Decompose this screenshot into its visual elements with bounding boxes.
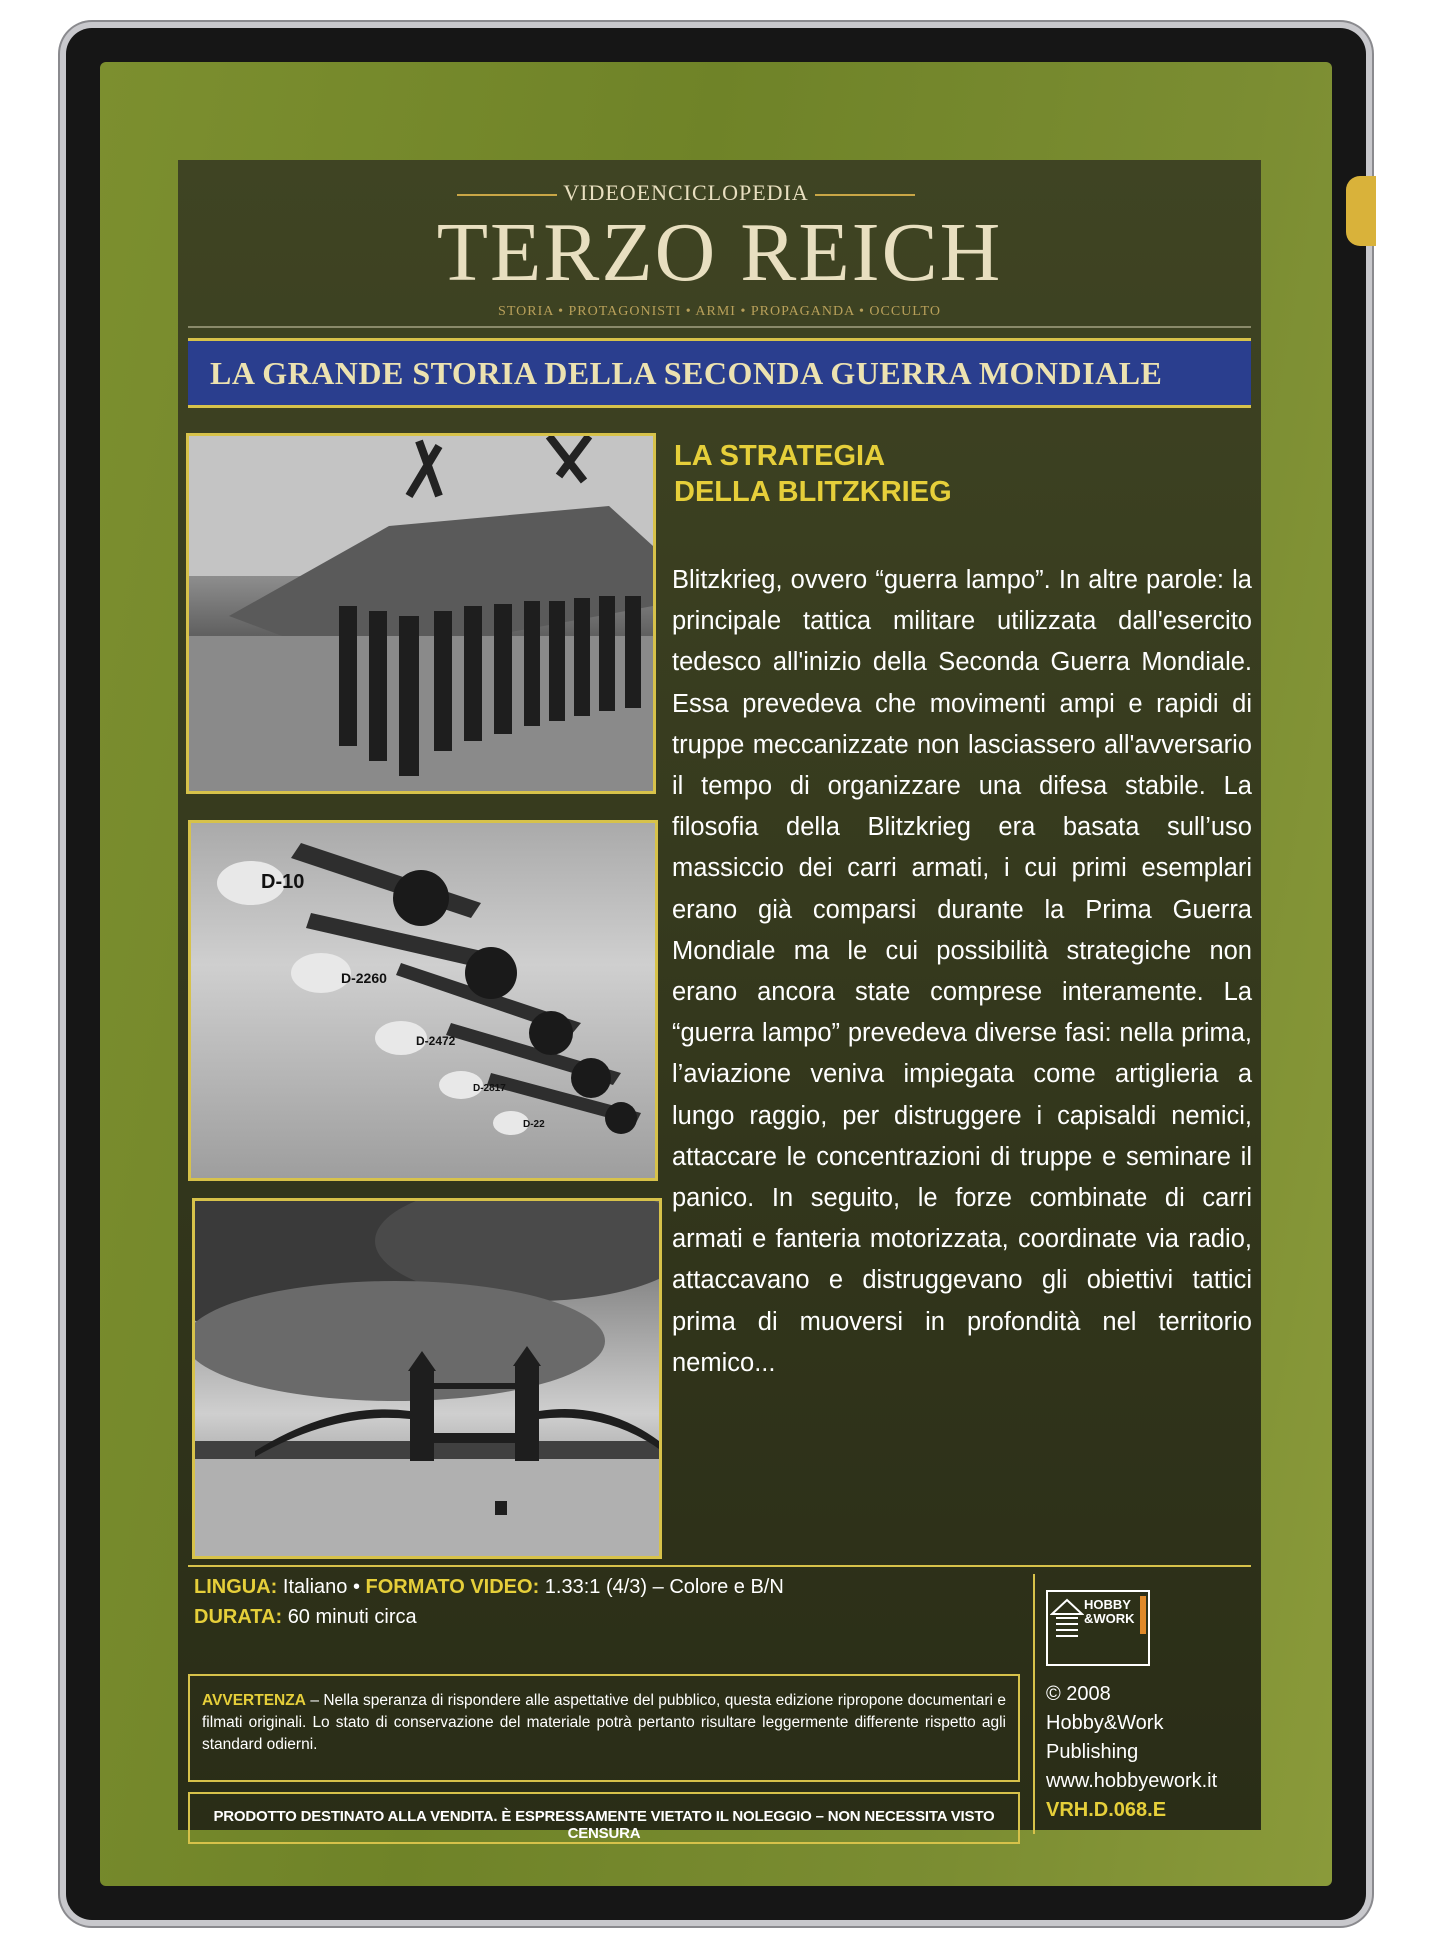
copyright: © 2008 xyxy=(1046,1683,1111,1705)
series-title: TERZO REICH xyxy=(436,206,1003,299)
series-logo xyxy=(178,168,1261,328)
lingua-value: Italiano xyxy=(282,1576,348,1598)
lingua-label: LINGUA: xyxy=(194,1576,278,1598)
language-format-row xyxy=(194,1572,784,1602)
publisher-url: www.hobbyework.it xyxy=(1046,1770,1218,1792)
warning-text xyxy=(202,1690,1006,1756)
house-icon xyxy=(1050,1598,1084,1638)
product-code: VRH.D.068.E xyxy=(1046,1799,1167,1821)
logo-text-2: &WORK xyxy=(1084,1611,1135,1626)
publisher-name-2: Publishing xyxy=(1046,1741,1139,1763)
collection-banner xyxy=(188,338,1251,408)
troops-aircraft-image xyxy=(189,436,653,791)
info-divider xyxy=(188,1565,1251,1567)
aircraft-code-4: D-2817 xyxy=(473,1083,506,1094)
formato-label: FORMATO VIDEO: xyxy=(365,1576,540,1598)
series-name: VIDEOENCICLOPEDIA xyxy=(563,180,809,205)
publisher-info xyxy=(1046,1680,1217,1825)
formato-value: 1.33:1 (4/3) – Colore e B/N xyxy=(544,1576,784,1598)
photo-tower-bridge xyxy=(192,1198,662,1559)
divider xyxy=(188,326,1251,328)
tower-bridge-image xyxy=(195,1201,659,1556)
biplanes-image xyxy=(191,823,655,1178)
collection-title: LA GRANDE STORIA DELLA SECONDA GUERRA MONDIALE xyxy=(210,355,1163,391)
aircraft-code-2: D-2260 xyxy=(341,970,387,986)
logo-text-1: HOBBY xyxy=(1084,1597,1131,1612)
case-hinge-tab xyxy=(1346,176,1376,246)
info-separator: • xyxy=(352,1576,360,1598)
publisher-logo xyxy=(1046,1590,1150,1666)
sale-notice-box xyxy=(188,1792,1020,1844)
back-cover-panel xyxy=(178,160,1261,1842)
durata-value: 60 minuti circa xyxy=(287,1606,417,1628)
aircraft-code-5: D-22 xyxy=(523,1119,545,1130)
duration-row xyxy=(194,1602,784,1632)
warning-body: – Nella speranza di rispondere alle aspettative del pubblico, questa edizione ripropone documentari e filmati originali. Lo stato di conservazione del materiale potrà pertanto risultare leggermente differente rispetto agli standard odierni. xyxy=(202,1692,1006,1753)
aircraft-code-1: D-10 xyxy=(261,871,305,893)
episode-title-line2: DELLA BLITZKRIEG xyxy=(674,476,952,508)
episode-title xyxy=(674,438,1174,510)
series-subtitle: STORIA • PROTAGONISTI • ARMI • PROPAGANDA • OCCULTO xyxy=(498,304,941,319)
episode-description: Blitzkrieg, ovvero “guerra lampo”. In altre parole: la principale tattica militare utilizzata dall'esercito tedesco all'inizio della Seconda Guerra Mondiale. Essa prevedeva che movimenti ampi e rapidi di truppe meccanizzate non lasciassero all'avversario il tempo di organizzare una difesa stabile. La filosofia della Blitzkrieg era basata sull’uso massiccio dei carri armati, i cui primi esemplari erano già comparsi durante la Prima Guerra Mondiale ma le cui possibilità strategiche non erano ancora state comprese interamente. La “guerra lampo” prevedeva diverse fasi: nella prima, l’aviazione veniva impiegata come artiglieria a lungo raggio, per distruggere i capisaldi nemici, attaccare le concentrazioni di truppe e seminare il panico. In seguito, le forze combinate di carri armati e fanteria motorizzata, coordinate via radio, attaccavano e distruggevano gli obiettivi tattici prima di muoversi in profondità nel territorio nemico... xyxy=(672,566,1252,1377)
warning-box xyxy=(188,1674,1020,1782)
aircraft-code-3: D-2472 xyxy=(416,1034,456,1048)
publisher-name-1: Hobby&Work xyxy=(1046,1712,1164,1734)
episode-title-line1: LA STRATEGIA xyxy=(674,440,886,472)
technical-info xyxy=(194,1572,784,1632)
durata-label: DURATA: xyxy=(194,1606,283,1628)
publisher-divider xyxy=(1033,1574,1035,1834)
logo-accent xyxy=(1140,1596,1146,1634)
photo-troops-aircraft xyxy=(186,433,656,794)
photo-biplanes xyxy=(188,820,658,1181)
sale-notice: PRODOTTO DESTINATO ALLA VENDITA. È ESPRESSAMENTE VIETATO IL NOLEGGIO – NON NECESSITA VISTO CENSURA xyxy=(213,1808,995,1842)
warning-label: AVVERTENZA xyxy=(202,1692,306,1709)
